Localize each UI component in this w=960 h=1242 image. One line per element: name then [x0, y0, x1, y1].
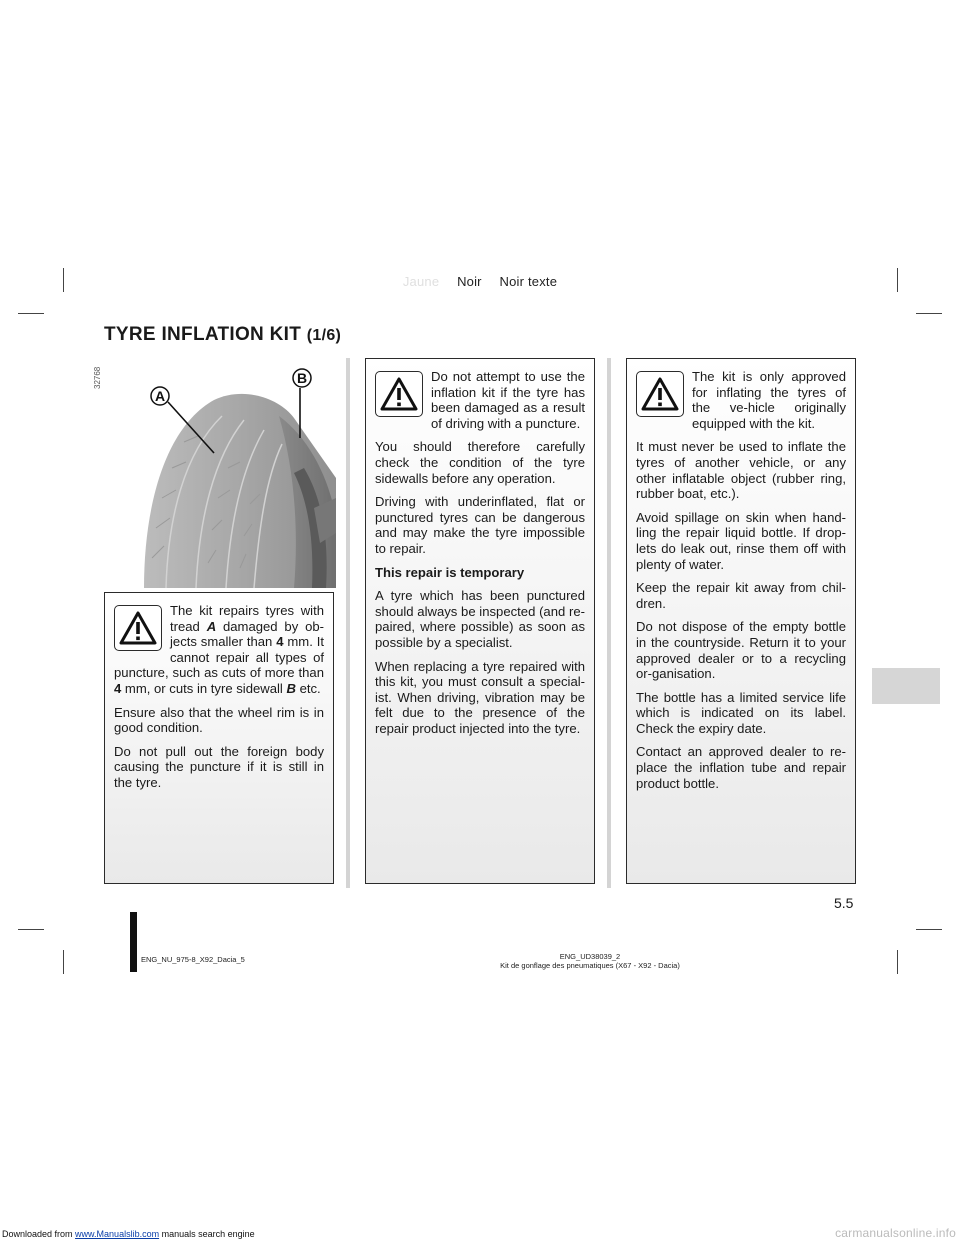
manualslib-link[interactable]: www.Manualslib.com [75, 1229, 160, 1239]
crop-mark [897, 950, 898, 974]
footer-right-description: Kit de gonflage des pneumatiques (X67 - X92 - Dacia) [500, 961, 680, 970]
crop-mark [916, 929, 942, 930]
box3-paragraph-3: Avoid spillage on skin when hand-ling the repair liquid bottle. If drop-lets do leak out, rinse them off with plenty of water. [636, 509, 846, 572]
brand-watermark: carmanualsonline.info [835, 1226, 956, 1240]
page-title-main: TYRE INFLATION KIT [104, 324, 302, 345]
page-bar [130, 912, 137, 972]
warning-box-tread-damage [104, 592, 334, 884]
page-number: 5.5 [834, 895, 854, 911]
footer-right-code: ENG_UD38039_2 [559, 952, 621, 961]
page-title-sub: (1/6) [306, 327, 342, 344]
color-mark-black: Noir [457, 274, 482, 289]
color-mark-black-text: Noir texte [499, 274, 558, 289]
box3-paragraph-2: It must never be used to inflate the tyres of another vehicle, or any other inflatable object (rubber ring, rubber boat, etc.). [636, 439, 846, 502]
color-marks [0, 274, 960, 289]
crop-mark [63, 950, 64, 974]
crop-mark [18, 929, 44, 930]
download-suffix: manuals search engine [159, 1229, 255, 1239]
warning-triangle-icon [114, 605, 162, 651]
box3-paragraph-1: The kit is only approved for inflating the tyres of the ve-hicle originally equipped with the kit. [692, 369, 846, 431]
warning-box-kit-approval [626, 358, 856, 884]
box3-paragraph-7: Contact an approved dealer to re-place the inflation tube and repair product bottle. [636, 744, 846, 791]
download-prefix: Downloaded from [2, 1229, 76, 1239]
box3-paragraph-6: The bottle has a limited service life which is indicated on its label. Check the expiry date. [636, 689, 846, 736]
column-separator [346, 358, 350, 888]
footer-left-code: ENG_NU_975-8_X92_Dacia_5 [141, 955, 245, 964]
column-separator [607, 358, 611, 888]
box1-paragraph-3: Do not pull out the foreign body causing the puncture if it is still in the tyre. [114, 743, 324, 790]
box2-paragraph-4: This repair is temporary [375, 564, 525, 580]
box3-paragraph-5: Do not dispose of the empty bottle in the countryside. Return it to your approved dealer or to a recycling or-ganisation. [636, 619, 846, 682]
box2-paragraph-1: Do not attempt to use the inflation kit if the tyre has been damaged as a result of driving with a puncture. [431, 369, 585, 431]
chapter-tab [872, 668, 940, 704]
tyre-illustration [104, 358, 336, 588]
figure-number: 32768 [93, 366, 102, 389]
crop-mark [916, 313, 942, 314]
box1-paragraph-1: The kit repairs tyres with tread A damaged by ob-jects smaller than 4 mm. It cannot repair all types of puncture, such as cuts of more than 4 mm, or cuts in tyre sidewall B etc. [114, 603, 324, 696]
label-a: A [154, 388, 166, 404]
box2-paragraph-5: A tyre which has been punctured should always be inspected (and re-paired, where possible) as soon as possible by a specialist. [375, 588, 585, 650]
label-b: B [296, 370, 308, 386]
footer-right [420, 952, 760, 970]
box2-paragraph-6: When replacing a tyre repaired with this kit, you must consult a special-ist. When driving, vibration may be felt due to the presence of the repair product injected into the tyre. [375, 658, 585, 736]
box3-paragraph-4: Keep the repair kit away from chil-dren. [636, 580, 846, 611]
warning-box-puncture-driving [365, 358, 595, 884]
color-mark-yellow: Jaune [402, 274, 440, 289]
warning-triangle-icon [636, 371, 684, 417]
box1-paragraph-2: Ensure also that the wheel rim is in good condition. [114, 704, 324, 736]
page-title [104, 324, 341, 346]
box2-paragraph-3: Driving with underinflated, flat or punctured tyres can be dangerous and may make the tyre impossible to repair. [375, 494, 585, 556]
download-banner [2, 1229, 255, 1239]
crop-mark [18, 313, 44, 314]
warning-triangle-icon [375, 371, 423, 417]
box2-paragraph-2: You should therefore carefully check the condition of the tyre sidewalls before any operation. [375, 439, 585, 486]
